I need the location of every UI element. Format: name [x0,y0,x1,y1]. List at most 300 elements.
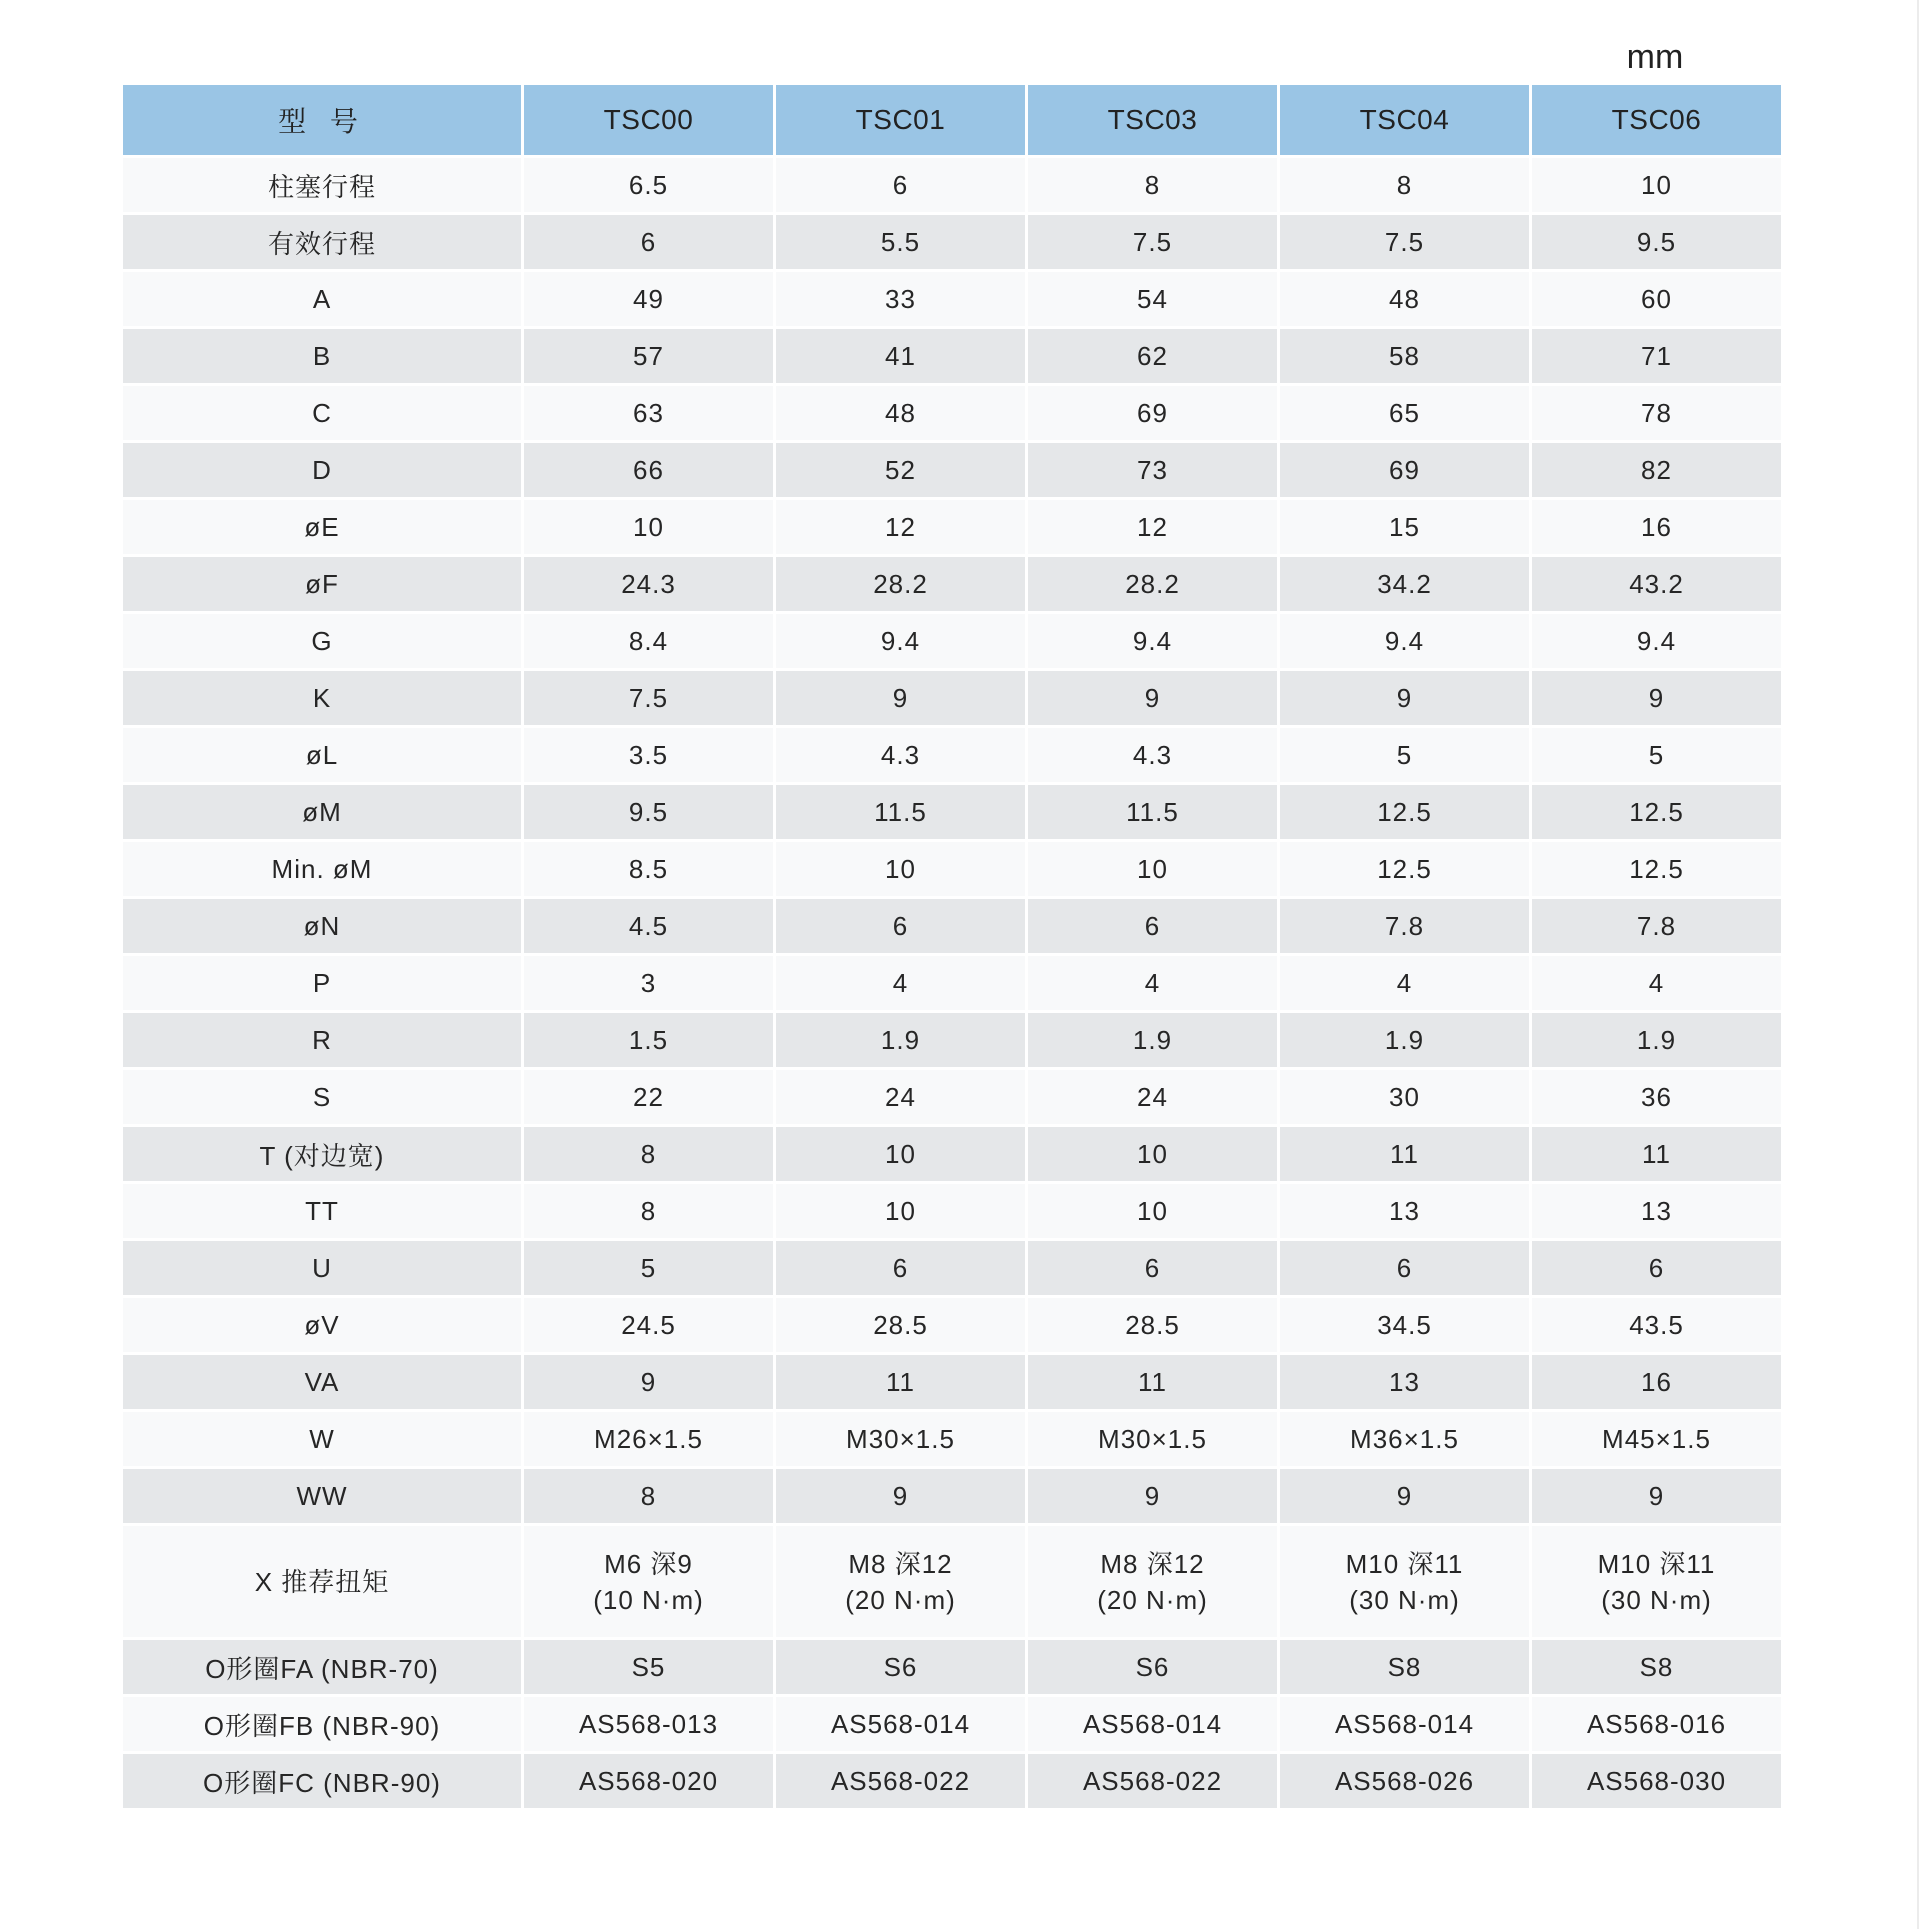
row-label: O形圈FB (NBR-90) [123,1697,524,1754]
table-cell [776,956,1028,1013]
cell-value: 58 [1389,340,1420,371]
cell-value: 24 [885,1081,916,1112]
cell-value: 1.9 [1384,1024,1425,1055]
table-row [123,1355,1781,1412]
table-cell [1028,1412,1280,1469]
cell-value: 3.5 [628,739,669,770]
header-model: TSC04 [1280,85,1532,158]
table-cell [524,557,776,614]
cell-value: M8 深12 [1100,1548,1205,1579]
table-row [123,215,1781,272]
table-cell [1532,500,1781,557]
cell-value: 12.5 [1377,796,1432,827]
table-cell [1532,671,1781,728]
table-cell [776,1412,1028,1469]
table-cell [524,956,776,1013]
table-cell [1028,728,1280,785]
table-cell [1532,272,1781,329]
table-cell [1532,1127,1781,1184]
row-label: O形圈FA (NBR-70) [123,1640,524,1697]
spec-table-body [123,158,1781,1811]
table-cell [1028,443,1280,500]
cell-value: AS568-014 [1082,1708,1223,1739]
cell-value: AS568-014 [830,1708,971,1739]
cell-value: 9 [1648,1480,1665,1511]
cell-value: 6 [1144,1252,1161,1283]
cell-value: 7.5 [1132,226,1173,257]
cell-value: AS568-022 [830,1765,971,1796]
table-row [123,386,1781,443]
cell-value: 10 [885,853,916,884]
cell-value: 82 [1641,454,1672,485]
cell-value: 8 [1144,169,1161,200]
header-model: TSC01 [776,85,1028,158]
table-row [123,329,1781,386]
cell-value: 11.5 [874,796,927,827]
table-cell [1280,671,1532,728]
cell-value: 16 [1641,511,1672,542]
cell-value: 10 [885,1195,916,1226]
cell-value: 4 [1396,967,1413,998]
table-cell [776,443,1028,500]
table-row [123,500,1781,557]
cell-value: 1.9 [1132,1024,1173,1055]
cell-value: 4 [1648,967,1665,998]
cell-value: M26×1.5 [594,1423,703,1454]
table-cell [776,899,1028,956]
cell-value: 7.5 [1384,226,1425,257]
table-cell [1028,1070,1280,1127]
cell-value: 12.5 [1377,853,1432,884]
cell-value: 49 [633,283,664,314]
table-cell [776,1184,1028,1241]
table-row [123,272,1781,329]
cell-value: 8.5 [628,853,669,884]
cell-value: 28.5 [1125,1309,1180,1340]
cell-value: 62 [1137,340,1168,371]
table-cell [1280,1754,1532,1811]
cell-value: 57 [633,340,664,371]
table-row [123,1013,1781,1070]
cell-value: 12.5 [1629,796,1684,827]
row-label: Min. øM [123,842,524,899]
cell-value: 48 [885,397,916,428]
table-cell [1532,785,1781,842]
row-label: WW [123,1469,524,1526]
table-cell [524,1640,776,1697]
table-cell [524,728,776,785]
cell-value: 6.5 [628,169,669,200]
table-cell [1028,785,1280,842]
table-cell [1028,1526,1280,1640]
table-cell [1532,1070,1781,1127]
table-cell [1028,614,1280,671]
cell-value: M10 深11 [1597,1548,1716,1579]
table-cell [776,1754,1028,1811]
cell-value: 9 [1144,682,1161,713]
cell-value: 11 [1138,1366,1167,1397]
page-edge-divider [1917,0,1919,1929]
cell-value: 10 [1137,1138,1168,1169]
cell-value: 66 [633,454,664,485]
cell-value: (30 N·m) [1349,1584,1460,1615]
table-cell [1532,1355,1781,1412]
cell-value: 52 [885,454,916,485]
table-cell [776,1640,1028,1697]
cell-value: 8 [640,1195,657,1226]
cell-value: 7.8 [1636,910,1677,941]
table-cell [524,386,776,443]
cell-value: 1.9 [880,1024,921,1055]
table-cell [524,215,776,272]
table-cell [1280,1640,1532,1697]
table-cell [1280,272,1532,329]
row-label: R [123,1013,524,1070]
table-cell [524,443,776,500]
cell-value: 78 [1641,397,1672,428]
cell-value: 13 [1389,1366,1420,1397]
table-row [123,728,1781,785]
table-cell [1028,842,1280,899]
table-cell [524,329,776,386]
cell-value: 9 [1396,682,1413,713]
cell-value: 8 [1396,169,1413,200]
table-row [123,1070,1781,1127]
table-cell [1532,1526,1781,1640]
cell-value: 6 [892,910,909,941]
table-cell [1532,557,1781,614]
cell-value: (20 N·m) [845,1584,956,1615]
table-row [123,1184,1781,1241]
table-cell [1532,1469,1781,1526]
table-row [123,1526,1781,1640]
cell-value: 5 [640,1252,657,1283]
table-cell [1280,158,1532,215]
table-row [123,956,1781,1013]
cell-value: 16 [1641,1366,1672,1397]
table-cell [776,1070,1028,1127]
row-label: U [123,1241,524,1298]
cell-value: 3 [640,967,657,998]
table-cell [524,1355,776,1412]
cell-value: 11.5 [1126,796,1179,827]
cell-value: 10 [885,1138,916,1169]
table-cell [1280,956,1532,1013]
table-cell [524,899,776,956]
table-cell [1532,443,1781,500]
cell-value: 12.5 [1629,853,1684,884]
row-label: P [123,956,524,1013]
table-cell [1532,215,1781,272]
table-cell [1532,1412,1781,1469]
cell-value: S6 [883,1651,918,1682]
cell-value: 6 [892,1252,909,1283]
cell-value: 65 [1389,397,1420,428]
table-cell [1280,1013,1532,1070]
table-cell [1028,158,1280,215]
cell-value: 8.4 [628,625,669,656]
table-cell [1280,215,1532,272]
table-cell [776,329,1028,386]
table-cell [776,1298,1028,1355]
table-cell [776,386,1028,443]
table-cell [776,1241,1028,1298]
table-cell [776,1013,1028,1070]
row-label: X 推荐扭矩 [123,1526,524,1640]
cell-value: M36×1.5 [1350,1423,1459,1454]
table-cell [524,1526,776,1640]
table-cell [1280,785,1532,842]
cell-value: 6 [892,169,909,200]
cell-value: 9.4 [1132,625,1173,656]
table-cell [1280,1412,1532,1469]
spec-table [123,85,1781,1811]
table-cell [524,500,776,557]
table-cell [1280,1298,1532,1355]
cell-value: (20 N·m) [1097,1584,1208,1615]
table-cell [1532,1184,1781,1241]
table-cell [1028,329,1280,386]
cell-value: 6 [1648,1252,1665,1283]
row-label: øN [123,899,524,956]
table-row [123,1127,1781,1184]
cell-value: 4 [1144,967,1161,998]
cell-value: 34.5 [1377,1309,1432,1340]
cell-value: 10 [1137,1195,1168,1226]
cell-value: 4.3 [880,739,921,770]
table-row [123,1697,1781,1754]
row-label: S [123,1070,524,1127]
table-cell [524,1412,776,1469]
row-label: D [123,443,524,500]
table-cell [524,1013,776,1070]
table-cell [1028,899,1280,956]
cell-value: 11 [1390,1138,1419,1169]
table-cell [1280,557,1532,614]
cell-value: 48 [1389,283,1420,314]
cell-value: 24.3 [621,568,676,599]
table-cell [776,1469,1028,1526]
table-cell [1028,1184,1280,1241]
table-row [123,158,1781,215]
cell-value: 9.4 [1384,625,1425,656]
row-label: C [123,386,524,443]
table-cell [524,272,776,329]
table-cell [1532,1241,1781,1298]
header-model: TSC00 [524,85,776,158]
table-cell [1532,386,1781,443]
table-cell [1532,1754,1781,1811]
cell-value: 5 [1396,739,1413,770]
row-label: øF [123,557,524,614]
row-label: O形圈FC (NBR-90) [123,1754,524,1811]
table-cell [776,728,1028,785]
table-cell [1280,1526,1532,1640]
row-label: B [123,329,524,386]
cell-value: 43.2 [1629,568,1684,599]
row-label: VA [123,1355,524,1412]
table-cell [1280,1184,1532,1241]
cell-value: AS568-030 [1586,1765,1727,1796]
cell-value: M30×1.5 [1098,1423,1207,1454]
row-label: øV [123,1298,524,1355]
table-cell [1532,1013,1781,1070]
table-cell [1028,1127,1280,1184]
table-cell [524,158,776,215]
table-cell [1532,614,1781,671]
cell-value: AS568-026 [1334,1765,1475,1796]
table-cell [524,671,776,728]
cell-value: 9 [892,682,909,713]
table-cell [1280,329,1532,386]
cell-value: 10 [1137,853,1168,884]
table-cell [776,614,1028,671]
table-cell [524,785,776,842]
table-cell [1280,614,1532,671]
header-row [123,85,1781,158]
cell-value: AS568-022 [1082,1765,1223,1796]
table-row [123,842,1781,899]
table-cell [1280,1355,1532,1412]
cell-value: M10 深11 [1345,1548,1464,1579]
table-cell [1028,1355,1280,1412]
row-label: 柱塞行程 [123,158,524,215]
cell-value: 9.5 [628,796,669,827]
table-row [123,443,1781,500]
table-row [123,614,1781,671]
table-cell [1028,1013,1280,1070]
cell-value: 9 [1648,682,1665,713]
table-cell [524,1298,776,1355]
table-row [123,785,1781,842]
cell-value: 12 [885,511,916,542]
table-cell [776,215,1028,272]
cell-value: 5 [1648,739,1665,770]
table-cell [1280,443,1532,500]
row-label: W [123,1412,524,1469]
cell-value: 15 [1389,511,1420,542]
cell-value: 9 [640,1366,657,1397]
table-cell [524,1184,776,1241]
cell-value: 73 [1137,454,1168,485]
table-cell [1280,1697,1532,1754]
table-cell [524,614,776,671]
row-label: øL [123,728,524,785]
cell-value: AS568-014 [1334,1708,1475,1739]
table-cell [776,1355,1028,1412]
cell-value: 10 [633,511,664,542]
cell-value: 7.5 [628,682,669,713]
row-label: K [123,671,524,728]
cell-value: 13 [1389,1195,1420,1226]
row-label: øE [123,500,524,557]
table-cell [1028,1640,1280,1697]
cell-value: 9.5 [1636,226,1677,257]
table-row [123,1241,1781,1298]
table-cell [776,842,1028,899]
table-cell [1028,500,1280,557]
cell-value: 24.5 [621,1309,676,1340]
table-cell [1532,329,1781,386]
cell-value: 6 [640,226,657,257]
table-cell [1280,1241,1532,1298]
cell-value: 9.4 [880,625,921,656]
table-cell [1280,1469,1532,1526]
cell-value: (30 N·m) [1601,1584,1712,1615]
header-model-label: 型 号 [123,85,524,158]
cell-value: 36 [1641,1081,1672,1112]
row-label: A [123,272,524,329]
table-cell [524,1697,776,1754]
cell-value: 43.5 [1629,1309,1684,1340]
cell-value: 71 [1641,340,1672,371]
table-cell [776,272,1028,329]
table-cell [1028,557,1280,614]
table-cell [1532,158,1781,215]
table-cell [1028,272,1280,329]
cell-value: S8 [1639,1651,1674,1682]
cell-value: 1.9 [1636,1024,1677,1055]
header-model: TSC06 [1532,85,1781,158]
table-cell [1280,1127,1532,1184]
table-cell [1028,1754,1280,1811]
cell-value: 5.5 [880,226,921,257]
table-cell [524,1070,776,1127]
table-cell [776,1697,1028,1754]
cell-value: AS568-020 [578,1765,719,1796]
table-cell [1028,1697,1280,1754]
table-row [123,899,1781,956]
row-label: TT [123,1184,524,1241]
table-cell [1028,956,1280,1013]
table-cell [524,1127,776,1184]
cell-value: 9 [892,1480,909,1511]
table-cell [1280,1070,1532,1127]
table-cell [1280,842,1532,899]
table-cell [524,1241,776,1298]
cell-value: 6 [1144,910,1161,941]
cell-value: S8 [1387,1651,1422,1682]
cell-value: 60 [1641,283,1672,314]
cell-value: M30×1.5 [846,1423,955,1454]
cell-value: (10 N·m) [593,1584,704,1615]
cell-value: 33 [885,283,916,314]
cell-value: 7.8 [1384,910,1425,941]
cell-value: M45×1.5 [1602,1423,1711,1454]
cell-value: 22 [633,1081,664,1112]
cell-value: M8 深12 [848,1548,953,1579]
cell-value: 9 [1144,1480,1161,1511]
table-cell [1532,956,1781,1013]
unit-label: mm [1626,38,1684,76]
cell-value: 41 [885,340,916,371]
table-cell [776,500,1028,557]
table-row [123,1298,1781,1355]
cell-value: 4.3 [1132,739,1173,770]
row-label: øM [123,785,524,842]
table-row [123,1754,1781,1811]
cell-value: 30 [1389,1081,1420,1112]
table-cell [776,1127,1028,1184]
cell-value: 63 [633,397,664,428]
row-label: T (对边宽) [123,1127,524,1184]
table-cell [524,842,776,899]
cell-value: 11 [1642,1138,1671,1169]
table-cell [1028,671,1280,728]
cell-value: 54 [1137,283,1168,314]
table-row [123,1469,1781,1526]
table-row [123,557,1781,614]
